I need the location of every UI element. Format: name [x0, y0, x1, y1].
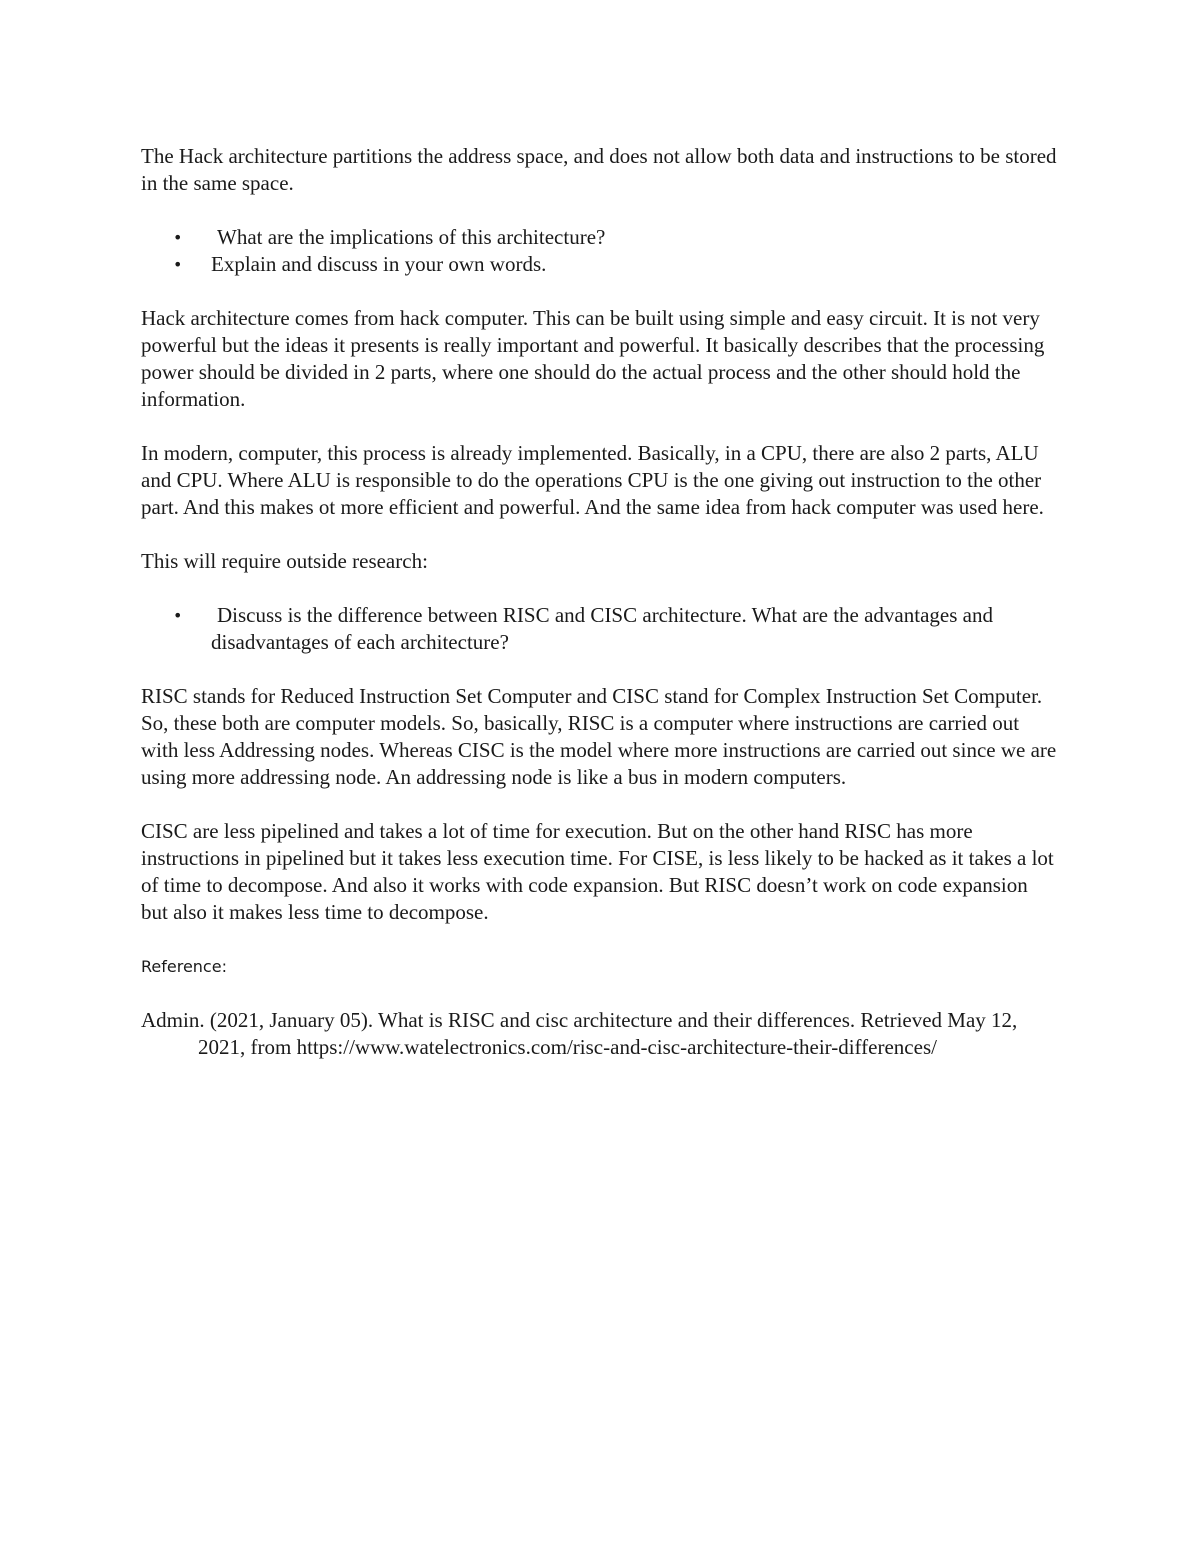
- reference-entry: Admin. (2021, January 05). What is RISC and cisc architecture and their differences. Retrieved May 12, 2021, from https://www.watelectronics.com/risc-and-cisc-architecture-their-differences/: [141, 1008, 1018, 1059]
- document-body: [141, 143, 1059, 1061]
- question-text: What are the implications of this architecture?: [217, 225, 606, 249]
- answer-paragraph: In modern, computer, this process is already implemented. Basically, in a CPU, there are also 2 parts, ALU and CPU. Where ALU is responsible to do the operations CPU is the one giving out instruction to the other part. And this makes ot more efficient and powerful. And the same idea from hack computer was used here.: [141, 441, 1044, 519]
- answer-paragraph: Hack architecture comes from hack computer. This can be built using simple and easy circuit. It is not very powerful but the ideas it presents is really important and powerful. It basically describes that the processing power should be divided in 2 parts, where one should do the actual process and the other should hold the information.: [141, 306, 1045, 411]
- research-intro: This will require outside research:: [141, 549, 428, 573]
- list-item: [141, 224, 1059, 251]
- question-list-2: [141, 602, 1059, 656]
- list-item: [141, 251, 1059, 278]
- bullet-icon: •: [173, 255, 183, 274]
- intro-paragraph: The Hack architecture partitions the address space, and does not allow both data and instructions to be stored in the same space.: [141, 144, 1057, 195]
- list-item: [141, 602, 1059, 656]
- bullet-icon: •: [173, 606, 183, 625]
- bullet-icon: •: [173, 228, 183, 247]
- question-text: Explain and discuss in your own words.: [211, 252, 547, 276]
- question-text: Discuss is the difference between RISC and CISC architecture. What are the advantages and disadvantages of each architecture?: [211, 603, 993, 654]
- answer-paragraph: RISC stands for Reduced Instruction Set Computer and CISC stand for Complex Instruction Set Computer. So, these both are computer models. So, basically, RISC is a computer where instructions are carried out with less Addressing nodes. Whereas CISC is the model where more instructions are carried out since we are using more addressing node. An addressing node is like a bus in modern computers.: [141, 684, 1057, 789]
- question-list-1: [141, 224, 1059, 278]
- reference-heading: Reference:: [141, 957, 227, 976]
- answer-paragraph: CISC are less pipelined and takes a lot of time for execution. But on the other hand RISC has more instructions in pipelined but it takes less execution time. For CISE, is less likely to be hacked as it takes a lot of time to decompose. And also it works with code expansion. But RISC doesn’t work on code expansion but also it makes less time to decompose.: [141, 819, 1054, 924]
